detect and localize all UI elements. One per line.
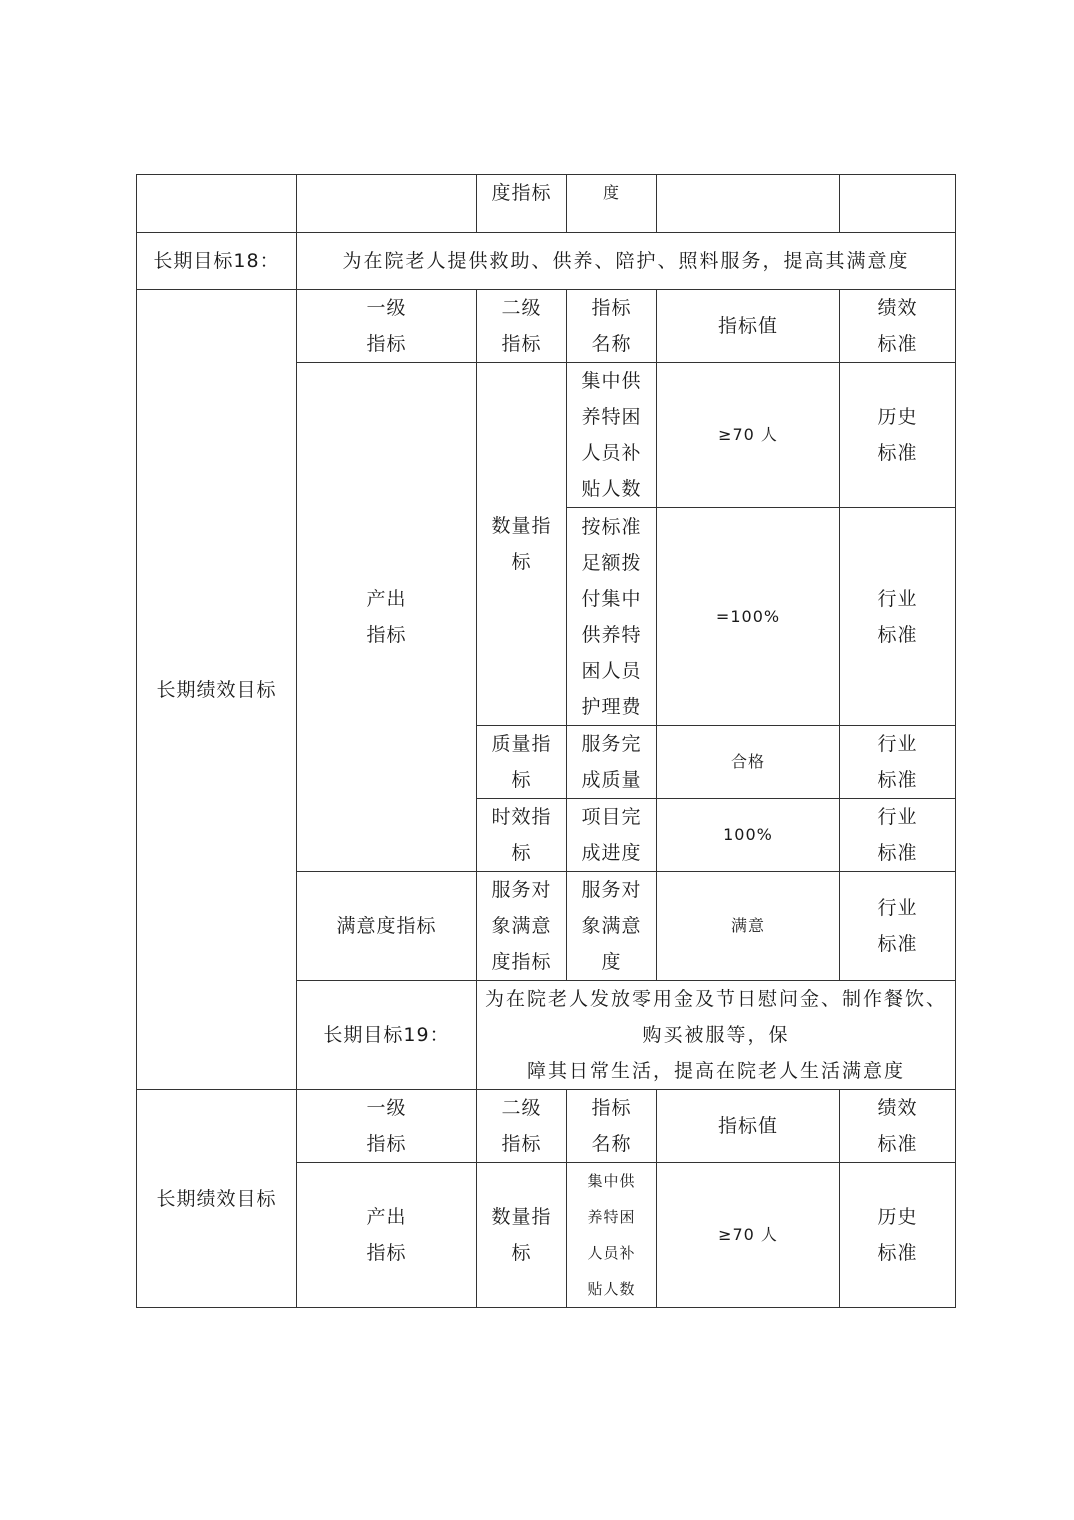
goal18-text: 为在院老人提供救助、供养、陪护、照料服务，提高其满意度 [297,233,956,290]
cont-cell-6 [840,175,956,233]
cont-cell-1 [137,175,297,233]
row4-name: 项目完 成进度 [567,799,657,872]
row2-value: =100% [657,508,840,726]
goal19-text: 为在院老人发放零用金及节日慰问金、制作餐饮、购买被服等，保 障其日常生活，提高在院老人生活满意度 [477,981,956,1090]
block18-section-label: 长期绩效目标 [137,290,297,1090]
header-name: 指标 名称 [567,290,657,363]
cont-cell-2 [297,175,477,233]
row5-level1: 满意度指标 [297,872,477,981]
quantity-label: 数量指 标 [477,363,567,726]
row5-value: 满意 [657,872,840,981]
row5-name: 服务对 象满意 度 [567,872,657,981]
b19-row1-level1: 产出 指标 [297,1163,477,1308]
cont-name: 度 [567,175,657,233]
header-standard: 绩效 标准 [840,290,956,363]
row4-level2: 时效指 标 [477,799,567,872]
cont-level2: 度指标 [477,175,567,233]
header19-standard: 绩效 标准 [840,1090,956,1163]
performance-table [136,174,956,1308]
row1-name: 集中供 养特困 人员补 贴人数 [567,363,657,508]
b19-row1-name: 集中供 养特困 人员补 贴人数 [567,1163,657,1308]
row3-value: 合格 [657,726,840,799]
row3-standard: 行业 标准 [840,726,956,799]
b19-row1-level2: 数量指 标 [477,1163,567,1308]
row5-standard: 行业 标准 [840,872,956,981]
row2-standard: 行业 标准 [840,508,956,726]
header-level1: 一级 指标 [297,290,477,363]
row3-level2: 质量指 标 [477,726,567,799]
goal19-label: 长期目标19： [297,981,477,1090]
header-value: 指标值 [657,290,840,363]
row4-standard: 行业 标准 [840,799,956,872]
block19-section-label: 长期绩效目标 [137,1090,297,1308]
header19-level1: 一级 指标 [297,1090,477,1163]
header19-name: 指标 名称 [567,1090,657,1163]
output-label: 产出 指标 [297,363,477,872]
header19-level2: 二级 指标 [477,1090,567,1163]
goal18-label: 长期目标18： [137,233,297,290]
header-level2: 二级 指标 [477,290,567,363]
b19-row1-standard: 历史 标准 [840,1163,956,1308]
b19-row1-value: ≥70 人 [657,1163,840,1308]
row1-standard: 历史 标准 [840,363,956,508]
row3-name: 服务完 成质量 [567,726,657,799]
header19-value: 指标值 [657,1090,840,1163]
row2-name: 按标准 足额拨 付集中 供养特 困人员 护理费 [567,508,657,726]
row4-value: 100% [657,799,840,872]
row5-level2: 服务对 象满意 度指标 [477,872,567,981]
row1-value: ≥70 人 [657,363,840,508]
cont-cell-5 [657,175,840,233]
